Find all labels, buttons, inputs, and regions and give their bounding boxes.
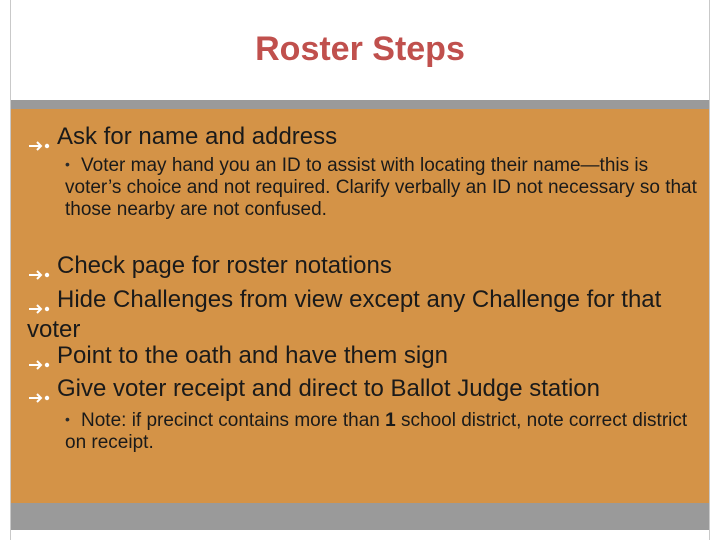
bullet-item-1	[27, 122, 707, 152]
title-divider	[11, 100, 709, 109]
arrow-bullet-icon	[27, 350, 55, 364]
content-area	[11, 109, 709, 503]
bullet-item-2	[27, 251, 707, 281]
bullet-item-5	[27, 374, 707, 404]
arrow-bullet-icon	[27, 260, 55, 274]
sub-bullet-text: Voter may hand you an ID to assist with locating their name—this is voter’s choice and not required. Clarify verbally an ID not necessary so that those nearby are not confused.	[65, 155, 697, 220]
title-area	[11, 0, 709, 100]
note-bold-number: 1	[385, 410, 396, 431]
bullet-text: Ask for name and address	[57, 123, 338, 150]
bullet-text: Hide Challenges from view except any Challenge for that voter	[27, 286, 662, 343]
footer-bar	[11, 503, 709, 530]
bullet-text: Point to the oath and have them sign	[57, 342, 448, 369]
arrow-bullet-icon	[27, 131, 55, 145]
note-prefix: Note: if precinct contains more than	[81, 410, 386, 431]
sub-bullet-item-1	[65, 153, 705, 221]
dot-bullet-icon: •	[65, 411, 70, 427]
arrow-bullet-icon	[27, 294, 55, 308]
bullet-item-3	[27, 285, 707, 345]
slide-title: Roster Steps	[255, 30, 465, 68]
arrow-bullet-icon	[27, 383, 55, 397]
bullet-text: Check page for roster notations	[57, 252, 392, 279]
bullet-item-4	[27, 341, 707, 371]
note-suffix: school district, note correct district on receipt.	[65, 410, 688, 453]
bullet-text: Give voter receipt and direct to Ballot Judge station	[57, 375, 600, 402]
dot-bullet-icon: •	[65, 156, 70, 172]
sub-bullet-item-2	[65, 408, 705, 454]
